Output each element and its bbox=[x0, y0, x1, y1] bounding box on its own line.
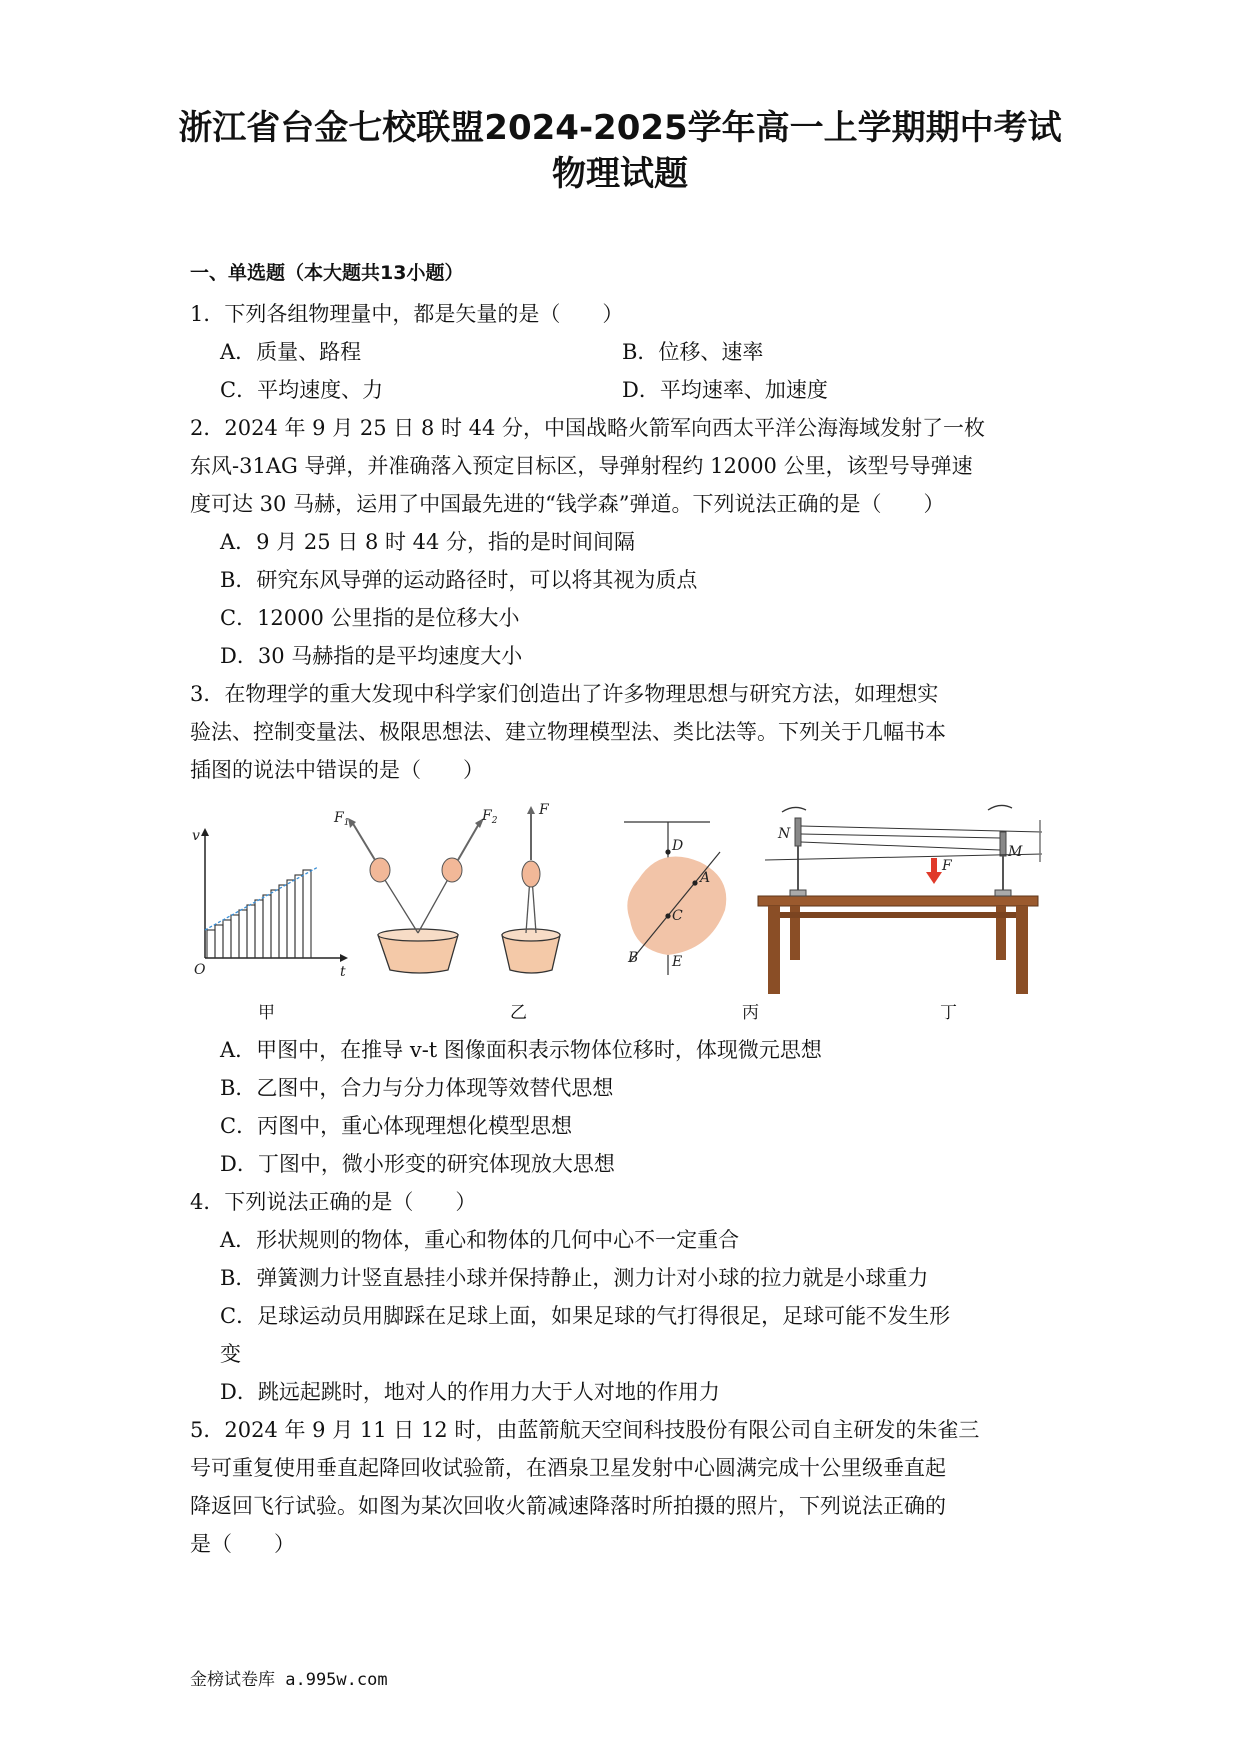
q5-stem-line-4: 是（ ） bbox=[190, 1532, 295, 1556]
caption-yi: 乙 bbox=[510, 1003, 527, 1023]
figure-jia-vt-graph bbox=[192, 828, 348, 980]
q1-option-b: B．位移、速率 bbox=[622, 340, 764, 364]
bing-e-label: E bbox=[672, 954, 683, 970]
q3-stem-line-3: 插图的说法中错误的是（ ） bbox=[190, 758, 484, 782]
ding-m-label: M bbox=[1008, 844, 1023, 860]
q2-option-c: C．12000 公里指的是位移大小 bbox=[220, 606, 520, 630]
q5-stem-line-3: 降返回飞行试验。如图为某次回收火箭减速降落时所拍摄的照片，下列说法正确的 bbox=[190, 1494, 946, 1518]
figure-yi-two-force-bucket bbox=[333, 808, 498, 973]
ding-f-label: F bbox=[942, 858, 952, 874]
caption-bing: 丙 bbox=[742, 1003, 759, 1023]
q2-option-b: B．研究东风导弹的运动路径时，可以将其视为质点 bbox=[220, 568, 698, 592]
single-f-label: F bbox=[539, 802, 549, 818]
caption-jia: 甲 bbox=[258, 1003, 275, 1023]
figure-single-force-bucket bbox=[502, 802, 560, 973]
figure-bing-center-of-gravity bbox=[624, 822, 726, 975]
q4-option-a: A．形状规则的物体，重心和物体的几何中心不一定重合 bbox=[220, 1228, 740, 1252]
q5-stem-line-2: 号可重复使用垂直起降回收试验箭，在酒泉卫星发射中心圆满完成十公里级垂直起 bbox=[190, 1456, 946, 1480]
bing-c-label: C bbox=[672, 908, 683, 924]
bing-a-label: A bbox=[700, 870, 711, 886]
yi-f2-label: $F_2$ bbox=[482, 808, 498, 826]
yi-f1-label: $F_1$ bbox=[334, 810, 350, 828]
q3-option-b: B．乙图中，合力与分力体现等效替代思想 bbox=[220, 1076, 614, 1100]
q2-option-d: D．30 马赫指的是平均速度大小 bbox=[220, 644, 523, 668]
q1-stem: 1．下列各组物理量中，都是矢量的是（ ） bbox=[190, 302, 624, 326]
q5-stem-line-1: 5．2024 年 9 月 11 日 12 时，由蓝箭航天空间科技股份有限公司自主研发的朱雀三 bbox=[190, 1418, 980, 1442]
q4-option-d: D．跳远起跳时，地对人的作用力大于人对地的作用力 bbox=[220, 1380, 720, 1404]
q2-option-a: A．9 月 25 日 8 时 44 分，指的是时间间隔 bbox=[220, 530, 636, 554]
figure-ding-table-mirrors bbox=[758, 805, 1042, 994]
q3-option-a: A．甲图中，在推导 v-t 图像面积表示物体位移时，体现微元思想 bbox=[220, 1038, 822, 1062]
ding-n-label: N bbox=[778, 826, 791, 842]
jia-origin-label: O bbox=[194, 962, 206, 978]
q3-option-c: C．丙图中，重心体现理想化模型思想 bbox=[220, 1114, 573, 1138]
q4-stem: 4．下列说法正确的是（ ） bbox=[190, 1190, 477, 1214]
jia-t-label: t bbox=[340, 964, 346, 980]
jia-v-label: v bbox=[192, 828, 200, 844]
q2-stem-line-3: 度可达 30 马赫，运用了中国最先进的“钱学森”弹道。下列说法正确的是（ ） bbox=[190, 492, 945, 516]
q2-stem-line-1: 2．2024 年 9 月 25 日 8 时 44 分，中国战略火箭军向西太平洋公海海域发射了一枚 bbox=[190, 416, 986, 440]
section-heading: 一、单选题（本大题共13小题） bbox=[190, 262, 464, 284]
exam-title-line-2: 物理试题 bbox=[552, 154, 688, 194]
bing-b-label: B bbox=[628, 950, 639, 966]
q1-option-d: D．平均速率、加速度 bbox=[622, 378, 828, 402]
footer-source: 金榜试卷库 a.995w.com bbox=[190, 1670, 388, 1690]
exam-title-line-1: 浙江省台金七校联盟2024-2025学年高一上学期期中考试 bbox=[178, 108, 1062, 148]
q2-stem-line-2: 东风-31AG 导弹，并准确落入预定目标区，导弹射程约 12000 公里，该型号导弹速 bbox=[190, 454, 973, 478]
q3-figure bbox=[190, 790, 1070, 1030]
bing-d-label: D bbox=[672, 838, 684, 854]
q4-option-c-line-2: 变 bbox=[220, 1342, 241, 1366]
q3-stem-line-2: 验法、控制变量法、极限思想法、建立物理模型法、类比法等。下列关于几幅书本 bbox=[190, 720, 946, 744]
q3-stem-line-1: 3．在物理学的重大发现中科学家们创造出了许多物理思想与研究方法，如理想实 bbox=[190, 682, 939, 706]
q4-option-b: B．弹簧测力计竖直悬挂小球并保持静止，测力计对小球的拉力就是小球重力 bbox=[220, 1266, 929, 1290]
q1-option-c: C．平均速度、力 bbox=[220, 378, 384, 402]
q4-option-c-line-1: C．足球运动员用脚踩在足球上面，如果足球的气打得很足，足球可能不发生形 bbox=[220, 1304, 951, 1328]
q1-option-a: A．质量、路程 bbox=[220, 340, 362, 364]
q3-option-d: D．丁图中，微小形变的研究体现放大思想 bbox=[220, 1152, 615, 1176]
caption-ding: 丁 bbox=[940, 1003, 957, 1023]
